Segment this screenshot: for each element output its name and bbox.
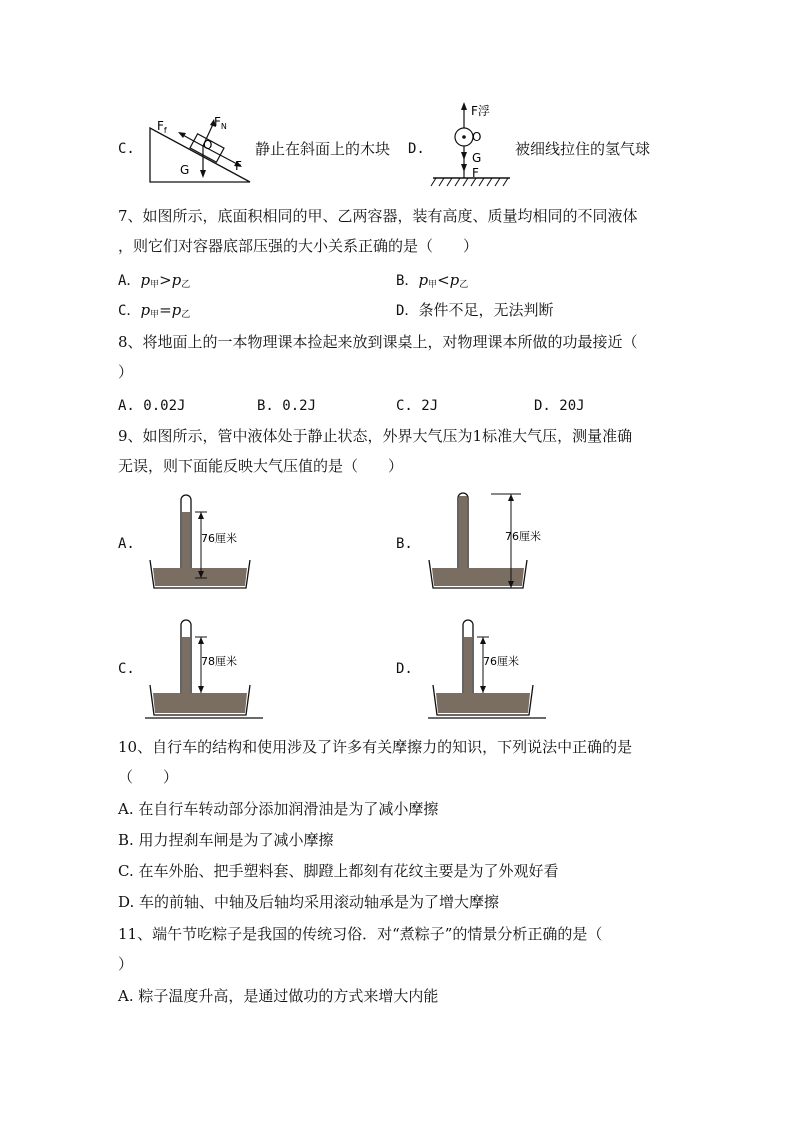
- q8-option-c: C. 2J: [396, 398, 439, 414]
- q7-option-d: D．条件不足，无法判断: [396, 301, 554, 319]
- q7-stem-line2: ，则它们对容器底部压强的大小关系正确的是（ ）: [118, 237, 479, 255]
- q10-option-d: D. 车的前轴、中轴及后轴均采用滚动轴承是为了增大摩擦: [118, 893, 500, 911]
- q8-option-b: B. 0.2J: [257, 398, 317, 414]
- q8-stem-line2: ）: [118, 363, 134, 381]
- q7-option-c: C．$p_甲=p_乙$: [118, 301, 191, 320]
- q9-option-c-label: C.: [118, 661, 135, 677]
- barometer-diagram-b: [425, 488, 545, 590]
- q6-option-c-caption: 静止在斜面上的木块: [255, 140, 391, 158]
- buoyancy-label: F浮: [471, 104, 490, 118]
- q9-stem-line2: 无误，则下面能反映大气压值的是（ ）: [118, 457, 404, 475]
- q8-stem-line1: 8、将地面上的一本物理课本捡起来放到课桌上，对物理课本所做的功最接近（: [118, 333, 638, 351]
- gravity-label: G: [180, 163, 190, 177]
- q9-stem-line1: 9、如图所示，管中液体处于静止状态，外界大气压为1标准大气压，测量准确: [118, 427, 633, 445]
- incline-block-diagram: [145, 108, 255, 186]
- q11-option-a: A. 粽子温度升高，是通过做功的方式来增大内能: [118, 987, 439, 1005]
- q11-stem-line1: 11、端午节吃粽子是我国的传统习俗．对“煮粽子”的情景分析正确的是（: [118, 925, 603, 943]
- q10-option-b: B. 用力捏刹车闸是为了减小摩擦: [118, 831, 334, 849]
- gravity-label: G: [472, 151, 482, 165]
- q7-stem-line1: 7、如图所示，底面积相同的甲、乙两容器，装有高度、质量均相同的不同液体: [118, 207, 638, 225]
- barometer-diagram-c: [145, 615, 265, 720]
- q9-option-a-label: A.: [118, 536, 135, 552]
- q6-option-c-label: C.: [118, 141, 135, 157]
- q10-option-a: A. 在自行车转动部分添加润滑油是为了减小摩擦: [118, 800, 439, 818]
- normal-force-label: $F_N$: [214, 115, 227, 131]
- balloon-diagram: [430, 100, 515, 190]
- measure-label: 76厘米: [505, 530, 541, 543]
- q6-option-d-caption: 被细线拉住的氢气球: [515, 140, 651, 158]
- q10-stem-line1: 10、自行车的结构和使用涉及了许多有关摩擦力的知识，下列说法中正确的是: [118, 738, 633, 756]
- measure-label: 76厘米: [483, 655, 519, 668]
- q7-option-a: A．$p_甲>p_乙$: [118, 271, 191, 290]
- barometer-diagram-d: [428, 615, 548, 720]
- q6-option-d-label: D.: [408, 141, 425, 157]
- barometer-diagram-a: [145, 490, 255, 590]
- force-f-label: F: [235, 159, 242, 173]
- measure-label: 78厘米: [201, 655, 237, 668]
- q7-option-b: B．$p_甲<p_乙$: [396, 271, 469, 290]
- measure-label: 76厘米: [201, 532, 237, 545]
- friction-label: $F_f$: [157, 119, 167, 135]
- point-o-label: O: [472, 130, 482, 144]
- q9-option-b-label: B.: [396, 536, 413, 552]
- q9-option-d-label: D.: [396, 661, 413, 677]
- point-o-label: O: [203, 138, 213, 152]
- q10-option-c: C. 在车外胎、把手塑料套、脚蹬上都刻有花纹主要是为了外观好看: [118, 862, 559, 880]
- q11-stem-line2: ）: [118, 955, 134, 973]
- q8-option-d: D. 20J: [534, 398, 585, 414]
- q8-option-a: A. 0.02J: [118, 398, 186, 414]
- q10-stem-line2: （ ）: [118, 768, 179, 786]
- tension-label: F: [472, 166, 479, 180]
